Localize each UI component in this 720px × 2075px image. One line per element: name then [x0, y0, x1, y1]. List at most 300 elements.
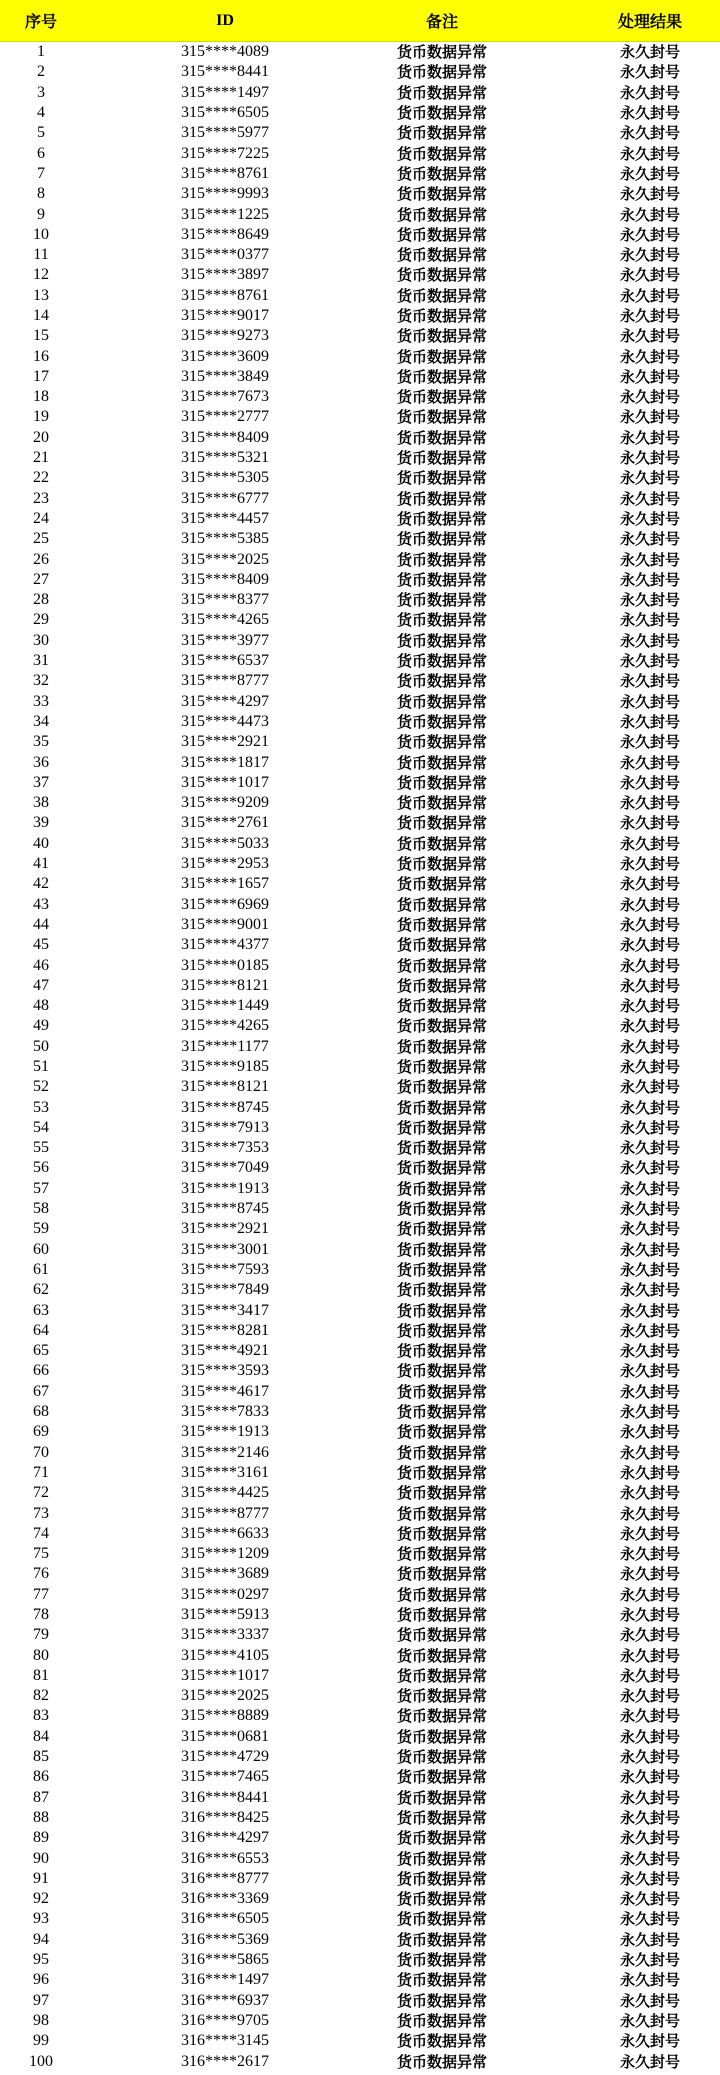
table-row — [0, 1219, 720, 1239]
table-row — [0, 387, 720, 407]
row-note: 货币数据异常 — [396, 1403, 487, 1422]
row-result: 永久封号 — [619, 652, 680, 671]
row-result: 永久封号 — [619, 1240, 680, 1259]
row-result: 永久封号 — [619, 286, 680, 305]
row-result: 永久封号 — [619, 307, 680, 325]
row-number: 9 — [37, 205, 45, 223]
row-number: 31 — [33, 652, 49, 670]
table-row — [0, 712, 720, 732]
row-result: 永久封号 — [619, 1057, 680, 1076]
row-id: 315****5385 — [181, 530, 269, 548]
row-result: 永久封号 — [619, 225, 680, 244]
row-number: 15 — [33, 327, 49, 345]
row-note: 货币数据异常 — [396, 1666, 487, 1685]
table-row — [0, 2031, 720, 2051]
row-number: 82 — [33, 1687, 49, 1705]
row-note: 货币数据异常 — [396, 469, 487, 488]
row-id: 315****8441 — [181, 63, 269, 81]
row-note: 货币数据异常 — [396, 956, 487, 975]
row-id: 316****2617 — [181, 2052, 269, 2070]
row-number: 11 — [33, 246, 49, 264]
row-result: 永久封号 — [619, 1910, 680, 1929]
row-number: 68 — [33, 1403, 49, 1421]
row-result: 永久封号 — [619, 855, 680, 874]
table-row — [0, 1199, 720, 1219]
row-id: 315****8761 — [181, 164, 269, 182]
table-row — [0, 1828, 720, 1848]
row-id: 315****3417 — [181, 1301, 269, 1319]
row-number: 41 — [33, 855, 49, 873]
row-note: 货币数据异常 — [396, 1139, 487, 1158]
row-note: 货币数据异常 — [396, 1971, 487, 1990]
row-id: 315****2146 — [181, 1443, 269, 1461]
row-note: 货币数据异常 — [396, 794, 487, 813]
row-number: 36 — [33, 753, 49, 771]
row-note: 货币数据异常 — [396, 1301, 487, 1320]
row-result: 永久封号 — [619, 185, 680, 204]
row-number: 71 — [33, 1463, 49, 1481]
row-note: 货币数据异常 — [396, 1626, 487, 1645]
table-row — [0, 468, 720, 488]
row-note: 货币数据异常 — [396, 1890, 487, 1909]
row-note: 货币数据异常 — [396, 347, 487, 366]
row-result: 永久封号 — [619, 1565, 680, 1584]
row-result: 永久封号 — [619, 1951, 680, 1970]
table-row — [0, 631, 720, 651]
table-row — [0, 1321, 720, 1341]
table-row — [0, 1869, 720, 1889]
row-note: 货币数据异常 — [396, 408, 487, 427]
row-id: 316****8425 — [181, 1808, 269, 1826]
row-number: 54 — [33, 1118, 49, 1136]
row-note: 货币数据异常 — [396, 1829, 487, 1848]
row-result: 永久封号 — [619, 2011, 680, 2030]
row-id: 315****7465 — [181, 1768, 269, 1786]
row-result: 永久封号 — [619, 631, 680, 650]
row-number: 59 — [33, 1220, 49, 1238]
row-number: 13 — [33, 286, 49, 304]
row-number: 50 — [33, 1037, 49, 1055]
row-result: 永久封号 — [619, 469, 680, 488]
table-row — [0, 1970, 720, 1990]
row-note: 货币数据异常 — [396, 1362, 487, 1381]
row-number: 74 — [33, 1524, 49, 1542]
row-number: 52 — [33, 1078, 49, 1096]
row-result: 永久封号 — [619, 976, 680, 995]
row-id: 315****8377 — [181, 591, 269, 609]
row-result: 永久封号 — [619, 672, 680, 691]
row-result: 永久封号 — [619, 1748, 680, 1767]
row-result: 永久封号 — [619, 1159, 680, 1178]
table-row — [0, 2011, 720, 2031]
row-note: 货币数据异常 — [396, 1200, 487, 1219]
table-row — [0, 1037, 720, 1057]
row-id: 315****4473 — [181, 712, 269, 730]
row-note: 货币数据异常 — [396, 1057, 487, 1076]
row-result: 永久封号 — [619, 1078, 680, 1097]
row-note: 货币数据异常 — [396, 1606, 487, 1624]
row-number: 60 — [33, 1240, 49, 1258]
row-number: 76 — [33, 1565, 49, 1583]
table-row — [0, 1767, 720, 1787]
row-number: 56 — [33, 1159, 49, 1177]
row-number: 1 — [37, 43, 45, 61]
row-number: 44 — [33, 915, 49, 933]
row-id: 316****1497 — [181, 1971, 269, 1989]
table-row — [0, 996, 720, 1016]
table-row — [0, 732, 720, 752]
row-note: 货币数据异常 — [396, 185, 487, 204]
row-result: 永久封号 — [619, 1829, 680, 1848]
row-number: 86 — [33, 1768, 49, 1786]
row-note: 货币数据异常 — [396, 2032, 487, 2051]
row-id: 315****7353 — [181, 1139, 269, 1157]
table-row — [0, 1585, 720, 1605]
row-result: 永久封号 — [619, 956, 680, 975]
table-row — [0, 1057, 720, 1077]
table-row — [0, 1727, 720, 1747]
table-row — [0, 894, 720, 914]
row-number: 17 — [33, 367, 49, 385]
row-id: 315****8121 — [181, 976, 269, 994]
row-result: 永久封号 — [619, 1037, 680, 1056]
row-number: 84 — [33, 1727, 49, 1745]
table-row — [0, 428, 720, 448]
row-id: 315****3849 — [181, 367, 269, 385]
row-number: 48 — [33, 997, 49, 1015]
table-row — [0, 1260, 720, 1280]
row-id: 315****8889 — [181, 1707, 269, 1725]
row-note: 货币数据异常 — [396, 855, 487, 874]
row-number: 14 — [33, 307, 49, 324]
table-row — [0, 976, 720, 996]
row-note: 货币数据异常 — [396, 1484, 487, 1503]
row-result: 永久封号 — [619, 327, 680, 346]
row-note: 货币数据异常 — [396, 611, 487, 630]
row-note: 货币数据异常 — [396, 388, 487, 407]
table-row — [0, 1991, 720, 2011]
row-id: 315****1177 — [181, 1037, 269, 1055]
row-note: 货币数据异常 — [396, 570, 487, 589]
row-result: 永久封号 — [619, 449, 680, 468]
row-result: 永久封号 — [619, 509, 680, 528]
row-id: 315****7225 — [181, 144, 269, 162]
row-number: 40 — [33, 834, 49, 852]
row-result: 永久封号 — [619, 1626, 680, 1645]
row-number: 83 — [33, 1707, 49, 1725]
table-row — [0, 1524, 720, 1544]
row-note: 货币数据异常 — [396, 205, 487, 224]
row-result: 永久封号 — [619, 712, 680, 731]
row-result: 永久封号 — [619, 773, 680, 792]
row-note: 货币数据异常 — [396, 976, 487, 995]
row-result: 永久封号 — [619, 1443, 680, 1462]
row-result: 永久封号 — [619, 63, 680, 82]
row-note: 货币数据异常 — [396, 773, 487, 792]
row-id: 315****2761 — [181, 814, 269, 832]
row-number: 72 — [33, 1484, 49, 1502]
row-note: 货币数据异常 — [396, 1565, 487, 1584]
row-note: 货币数据异常 — [396, 1037, 487, 1056]
table-row — [0, 854, 720, 874]
row-number: 38 — [33, 794, 49, 812]
row-note: 货币数据异常 — [396, 327, 487, 346]
row-number: 47 — [33, 976, 49, 994]
row-number: 61 — [33, 1260, 49, 1278]
row-result: 永久封号 — [619, 43, 680, 62]
row-number: 10 — [33, 225, 49, 243]
row-result: 永久封号 — [619, 1139, 680, 1158]
row-id: 315****7593 — [181, 1260, 269, 1278]
row-id: 315****4617 — [181, 1382, 269, 1400]
row-id: 315****5305 — [181, 469, 269, 487]
row-id: 315****0185 — [181, 956, 269, 974]
table-row — [0, 326, 720, 346]
row-note: 货币数据异常 — [396, 286, 487, 305]
row-id: 315****6969 — [181, 895, 269, 913]
row-number: 89 — [33, 1829, 49, 1847]
table-row — [0, 265, 720, 285]
row-id: 315****8409 — [181, 428, 269, 446]
row-id: 315****7849 — [181, 1281, 269, 1299]
row-result: 永久封号 — [619, 1646, 680, 1665]
row-result: 永久封号 — [619, 1403, 680, 1422]
table-row — [0, 935, 720, 955]
row-note: 货币数据异常 — [396, 104, 487, 123]
row-result: 永久封号 — [619, 834, 680, 853]
table-row — [0, 164, 720, 184]
table-row — [0, 1077, 720, 1097]
table-row — [0, 915, 720, 935]
row-result: 永久封号 — [619, 367, 680, 386]
row-result: 永久封号 — [619, 1342, 680, 1361]
row-note: 货币数据异常 — [396, 672, 487, 691]
row-note: 货币数据异常 — [396, 652, 487, 671]
row-number: 18 — [33, 388, 49, 406]
row-number: 63 — [33, 1301, 49, 1319]
row-id: 315****9185 — [181, 1057, 269, 1075]
row-result: 永久封号 — [619, 246, 680, 265]
row-id: 315****4105 — [181, 1646, 269, 1664]
table-row — [0, 286, 720, 306]
row-note: 货币数据异常 — [396, 1524, 487, 1543]
row-note: 货币数据异常 — [396, 1991, 487, 2010]
row-result: 永久封号 — [619, 936, 680, 955]
row-id: 315****3897 — [181, 266, 269, 284]
row-result: 永久封号 — [619, 1788, 680, 1807]
row-note: 货币数据异常 — [396, 428, 487, 447]
row-note: 货币数据异常 — [396, 266, 487, 285]
row-note: 货币数据异常 — [396, 895, 487, 914]
row-result: 永久封号 — [619, 997, 680, 1016]
row-number: 51 — [33, 1057, 49, 1075]
table-row — [0, 874, 720, 894]
row-id: 315****4921 — [181, 1342, 269, 1360]
table-row — [0, 1016, 720, 1036]
row-note: 货币数据异常 — [396, 1869, 487, 1888]
row-id: 315****3337 — [181, 1626, 269, 1644]
row-number: 33 — [33, 692, 49, 710]
row-note: 货币数据异常 — [396, 1423, 487, 1442]
row-note: 货币数据异常 — [396, 875, 487, 894]
row-number: 75 — [33, 1545, 49, 1563]
row-number: 73 — [33, 1504, 49, 1522]
table-row — [0, 752, 720, 772]
row-result: 永久封号 — [619, 2052, 680, 2071]
row-note: 货币数据异常 — [396, 1545, 487, 1564]
row-id: 315****2025 — [181, 1687, 269, 1705]
row-id: 315****6777 — [181, 489, 269, 507]
row-id: 315****1497 — [181, 83, 269, 101]
row-note: 货币数据异常 — [396, 1098, 487, 1117]
row-id: 315****9017 — [181, 307, 269, 324]
row-result: 永久封号 — [619, 2032, 680, 2051]
row-result: 永久封号 — [619, 611, 680, 630]
row-note: 货币数据异常 — [396, 307, 487, 325]
row-id: 315****5033 — [181, 834, 269, 852]
row-id: 315****1449 — [181, 997, 269, 1015]
row-note: 货币数据异常 — [396, 631, 487, 650]
row-number: 96 — [33, 1971, 49, 1989]
row-note: 货币数据异常 — [396, 144, 487, 163]
table-row — [0, 1138, 720, 1158]
row-result: 永久封号 — [619, 1463, 680, 1482]
row-number: 7 — [37, 164, 45, 182]
row-number: 45 — [33, 936, 49, 954]
row-number: 66 — [33, 1362, 49, 1380]
row-number: 95 — [33, 1951, 49, 1969]
row-result: 永久封号 — [619, 895, 680, 914]
row-result: 永久封号 — [619, 144, 680, 163]
row-number: 55 — [33, 1139, 49, 1157]
row-id: 315****4265 — [181, 611, 269, 629]
row-result: 永久封号 — [619, 83, 680, 102]
row-result: 永久封号 — [619, 1768, 680, 1787]
row-result: 永久封号 — [619, 1707, 680, 1726]
row-number: 2 — [37, 63, 45, 81]
row-id: 315****8745 — [181, 1200, 269, 1218]
table-row — [0, 549, 720, 569]
row-number: 23 — [33, 489, 49, 507]
row-number: 39 — [33, 814, 49, 832]
row-number: 87 — [33, 1788, 49, 1806]
row-note: 货币数据异常 — [396, 692, 487, 711]
table-row — [0, 651, 720, 671]
row-id: 315****8649 — [181, 225, 269, 243]
row-number: 65 — [33, 1342, 49, 1360]
table-row — [0, 1341, 720, 1361]
row-number: 43 — [33, 895, 49, 913]
row-id: 315****1017 — [181, 1666, 269, 1684]
row-note: 货币数据异常 — [396, 814, 487, 833]
row-id: 315****3977 — [181, 631, 269, 649]
table-row — [0, 1950, 720, 1970]
row-id: 315****7673 — [181, 388, 269, 406]
row-id: 316****3369 — [181, 1890, 269, 1908]
table-row — [0, 1118, 720, 1138]
table-row — [0, 834, 720, 854]
row-note: 货币数据异常 — [396, 1017, 487, 1036]
table-row — [0, 1645, 720, 1665]
row-result: 永久封号 — [619, 164, 680, 183]
row-result: 永久封号 — [619, 550, 680, 569]
row-result: 永久封号 — [619, 1179, 680, 1198]
row-result: 永久封号 — [619, 266, 680, 285]
row-id: 315****3689 — [181, 1565, 269, 1583]
table-row — [0, 204, 720, 224]
row-result: 永久封号 — [619, 205, 680, 224]
row-result: 永久封号 — [619, 489, 680, 508]
row-id: 315****2025 — [181, 550, 269, 568]
table-row — [0, 1686, 720, 1706]
row-id: 315****3161 — [181, 1463, 269, 1481]
row-number: 22 — [33, 469, 49, 487]
row-id: 315****2953 — [181, 855, 269, 873]
row-number: 88 — [33, 1808, 49, 1826]
row-number: 37 — [33, 773, 49, 791]
row-number: 12 — [33, 266, 49, 284]
row-result: 永久封号 — [619, 1017, 680, 1036]
row-result: 永久封号 — [619, 794, 680, 813]
table-row — [0, 1463, 720, 1483]
table-row — [0, 83, 720, 103]
row-note: 货币数据异常 — [396, 164, 487, 183]
row-result: 永久封号 — [619, 1930, 680, 1949]
row-note: 货币数据异常 — [396, 1768, 487, 1787]
row-id: 315****4089 — [181, 43, 269, 61]
row-result: 永久封号 — [619, 1220, 680, 1239]
row-note: 货币数据异常 — [396, 124, 487, 143]
row-id: 315****6537 — [181, 652, 269, 670]
table-row — [0, 1848, 720, 1868]
table-row — [0, 529, 720, 549]
row-result: 永久封号 — [619, 1727, 680, 1746]
row-result: 永久封号 — [619, 1869, 680, 1888]
table-row — [0, 2051, 720, 2071]
table-row — [0, 1483, 720, 1503]
table-row — [0, 671, 720, 691]
row-number: 4 — [37, 104, 45, 122]
table-row — [0, 1889, 720, 1909]
table-row — [0, 1706, 720, 1726]
row-number: 99 — [33, 2032, 49, 2050]
row-number: 42 — [33, 875, 49, 893]
row-id: 315****1657 — [181, 875, 269, 893]
row-note: 货币数据异常 — [396, 1504, 487, 1523]
row-note: 货币数据异常 — [396, 936, 487, 955]
table-row — [0, 346, 720, 366]
table-row — [0, 1422, 720, 1442]
row-result: 永久封号 — [619, 1687, 680, 1706]
row-note: 货币数据异常 — [396, 1382, 487, 1401]
row-note: 货币数据异常 — [396, 1220, 487, 1239]
row-note: 货币数据异常 — [396, 1321, 487, 1340]
row-number: 91 — [33, 1869, 49, 1887]
row-id: 316****9705 — [181, 2011, 269, 2029]
row-id: 315****9273 — [181, 327, 269, 345]
row-result: 永久封号 — [619, 1098, 680, 1117]
row-note: 货币数据异常 — [396, 1179, 487, 1198]
table-row — [0, 245, 720, 265]
row-result: 永久封号 — [619, 1423, 680, 1442]
row-id: 315****5977 — [181, 124, 269, 142]
row-result: 永久封号 — [619, 733, 680, 752]
row-result: 永久封号 — [619, 104, 680, 123]
row-id: 315****4457 — [181, 509, 269, 527]
row-note: 货币数据异常 — [396, 1910, 487, 1929]
row-result: 永久封号 — [619, 1484, 680, 1503]
table-row — [0, 1909, 720, 1929]
